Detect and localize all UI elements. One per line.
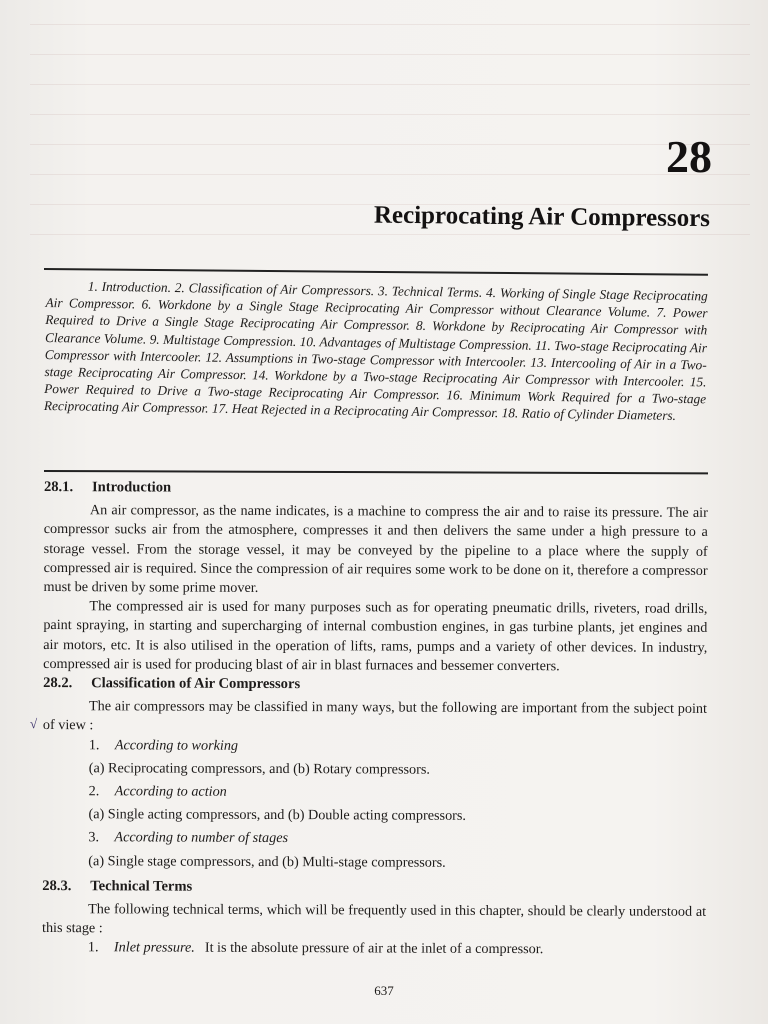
contents-top-rule [44, 268, 708, 276]
chapter-title: Reciprocating Air Compressors [373, 201, 711, 233]
paragraph: The compressed air is used for many purposes such as for operating pneumatic drills, riveters, road drills, paint spraying, in starting and supercharging of internal combustion engines, in gas turbine plants, jet engines and air motors, etc. It is also utilised in the operation of lifts, rams, pumps and a variety of other devices. In industry, compressed air is used for producing blast of air in blast furnaces and bessemer converters. [43, 598, 708, 675]
list-item-detail: (a) Reciprocating compressors, and (b) Rotary compressors. [88, 760, 430, 778]
paragraph: The air compressors may be classified in many ways, but the following are important from the subject point of view : [42, 698, 708, 734]
contents-bottom-rule [44, 470, 708, 474]
list-item: 2. According to action [88, 783, 227, 800]
section-heading-technical-terms: 28.3. Technical Terms [42, 877, 193, 895]
list-item: 3. According to number of stages [88, 829, 289, 847]
chapter-contents: 1. Introduction. 2. Classification of Air Compressors. 3. Technical Terms. 4. Working of Single Stage Reciprocating Air Compressor. 6. Workdone by a Single Stage Reciprocating Air Compressor without Clearance Volume. 7. Power Required to Drive a Single Stage Reciprocating Air Compressor. 8. Workdone by Reciprocating Air Compressor with Clearance Volume. 9. Multistage Compression. 10. Advantages of Multistage Compression. 11. Two-stage Reciprocating Air Compressor with Intercooler. 12. Assumptions in Two-stage Compressor with Intercooler. 13. Intercooling of Air in a Two-stage Reciprocating Air Compressor. 14. Workdone by a Two-stage Reciprocating Air Compressor with Intercooler. 15. Power Required to Drive a Two-stage Reciprocating Air Compressor. 16. Minimum Work Required for a Two-stage Reciprocating Air Compressor. 17. Heat Rejected in a Reciprocating Air Compressor. 18. Ratio of Cylinder Diameters. [43, 278, 708, 424]
pen-check-mark: √ [30, 716, 38, 731]
list-item-detail: (a) Single acting compressors, and (b) Double acting compressors. [88, 806, 467, 825]
list-item: 1. According to working [88, 736, 239, 754]
chapter-number: 28 [666, 131, 712, 182]
list-item-detail: (a) Single stage compressors, and (b) Multi-stage compressors. [88, 852, 446, 871]
term-definition: 1. Inlet pressure. It is the absolute pressure of air at the inlet of a compressor. [87, 939, 544, 958]
paragraph: An air compressor, as the name indicates, is a machine to compress the air and to raise its pressure. The air compressor sucks air from the atmosphere, compresses it and then delivers the same under a high pressure to a storage vessel. From the storage vessel, it may be conveyed by the pipeline to a place where the supply of compressed air is required. Since the compression of air requires some work to be done on it, therefore a compressor must be driven by some prime mover. [43, 502, 708, 596]
paragraph: The following technical terms, which will be frequently used in this chapter, should be clearly understood at this stage : [42, 901, 707, 937]
page-number: 637 [374, 983, 394, 998]
chapter-body [42, 478, 708, 961]
section-heading-introduction: 28.1. Introduction [43, 479, 172, 496]
section-heading-classification: 28.2. Classification of Air Compressors [43, 675, 301, 693]
